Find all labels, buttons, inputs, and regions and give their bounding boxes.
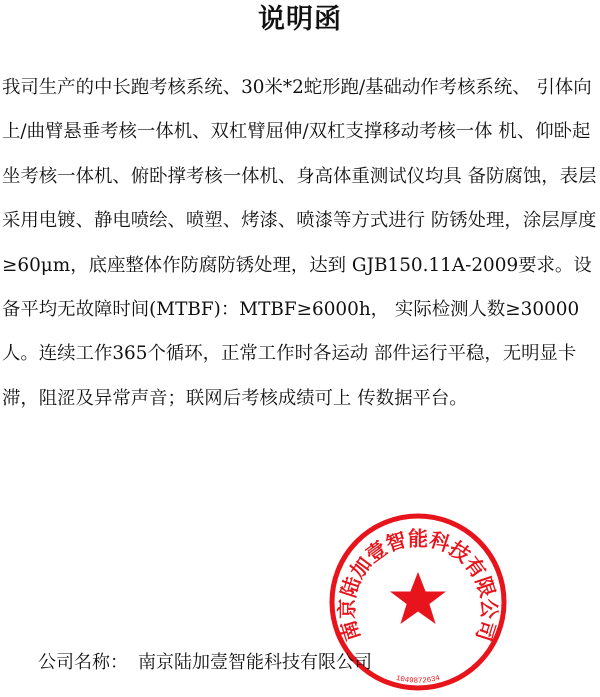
seal-code-path: 1049872634 [394, 674, 442, 686]
body-line: 备防腐蚀，表层采用电镀、静电喷绘、喷塑、烤漆、喷漆等方式进行 [2, 165, 597, 232]
body-line: 防锈处理，涂层厚度≥60μm，底座整体作防腐防锈处理，达到 [2, 210, 597, 276]
body-line: 实际检测人数≥30000人。连续工作365个循环，正常工作时各运动 [2, 299, 580, 365]
seal-text-path: 南京陆加壹智能科技有限公司 [336, 528, 500, 644]
body-line: 部件运行平稳，无明显卡滞，阻涩及异常声音；联网后考核成绩可上 [2, 343, 577, 409]
seal-code [395, 675, 442, 686]
company-label: 公司名称： [38, 652, 128, 673]
company-name: 南京陆加壹智能科技有限公司 [138, 652, 372, 673]
document-body [2, 66, 600, 421]
document-title: 说明函 [258, 4, 342, 35]
body-line: 引体向上/曲臂悬垂考核一体机、双杠臂屈伸/双杠支撑移动考核一体 [2, 77, 592, 143]
body-line: 我司生产的中长跑考核系统、30米*2蛇形跑/基础动作考核系统、 [2, 77, 531, 98]
footer [38, 648, 372, 674]
body-line: GJB150.11A-2009要求。设备平均无故障时间(MTBF)：MTBF≥6000h， [2, 254, 592, 321]
star-icon [390, 572, 446, 624]
body-line: 机、仰卧起坐考核一体机、俯卧撑考核一体机、身高体重测试仪均具 [2, 121, 591, 187]
body-line: 传数据平台。 [357, 387, 468, 409]
